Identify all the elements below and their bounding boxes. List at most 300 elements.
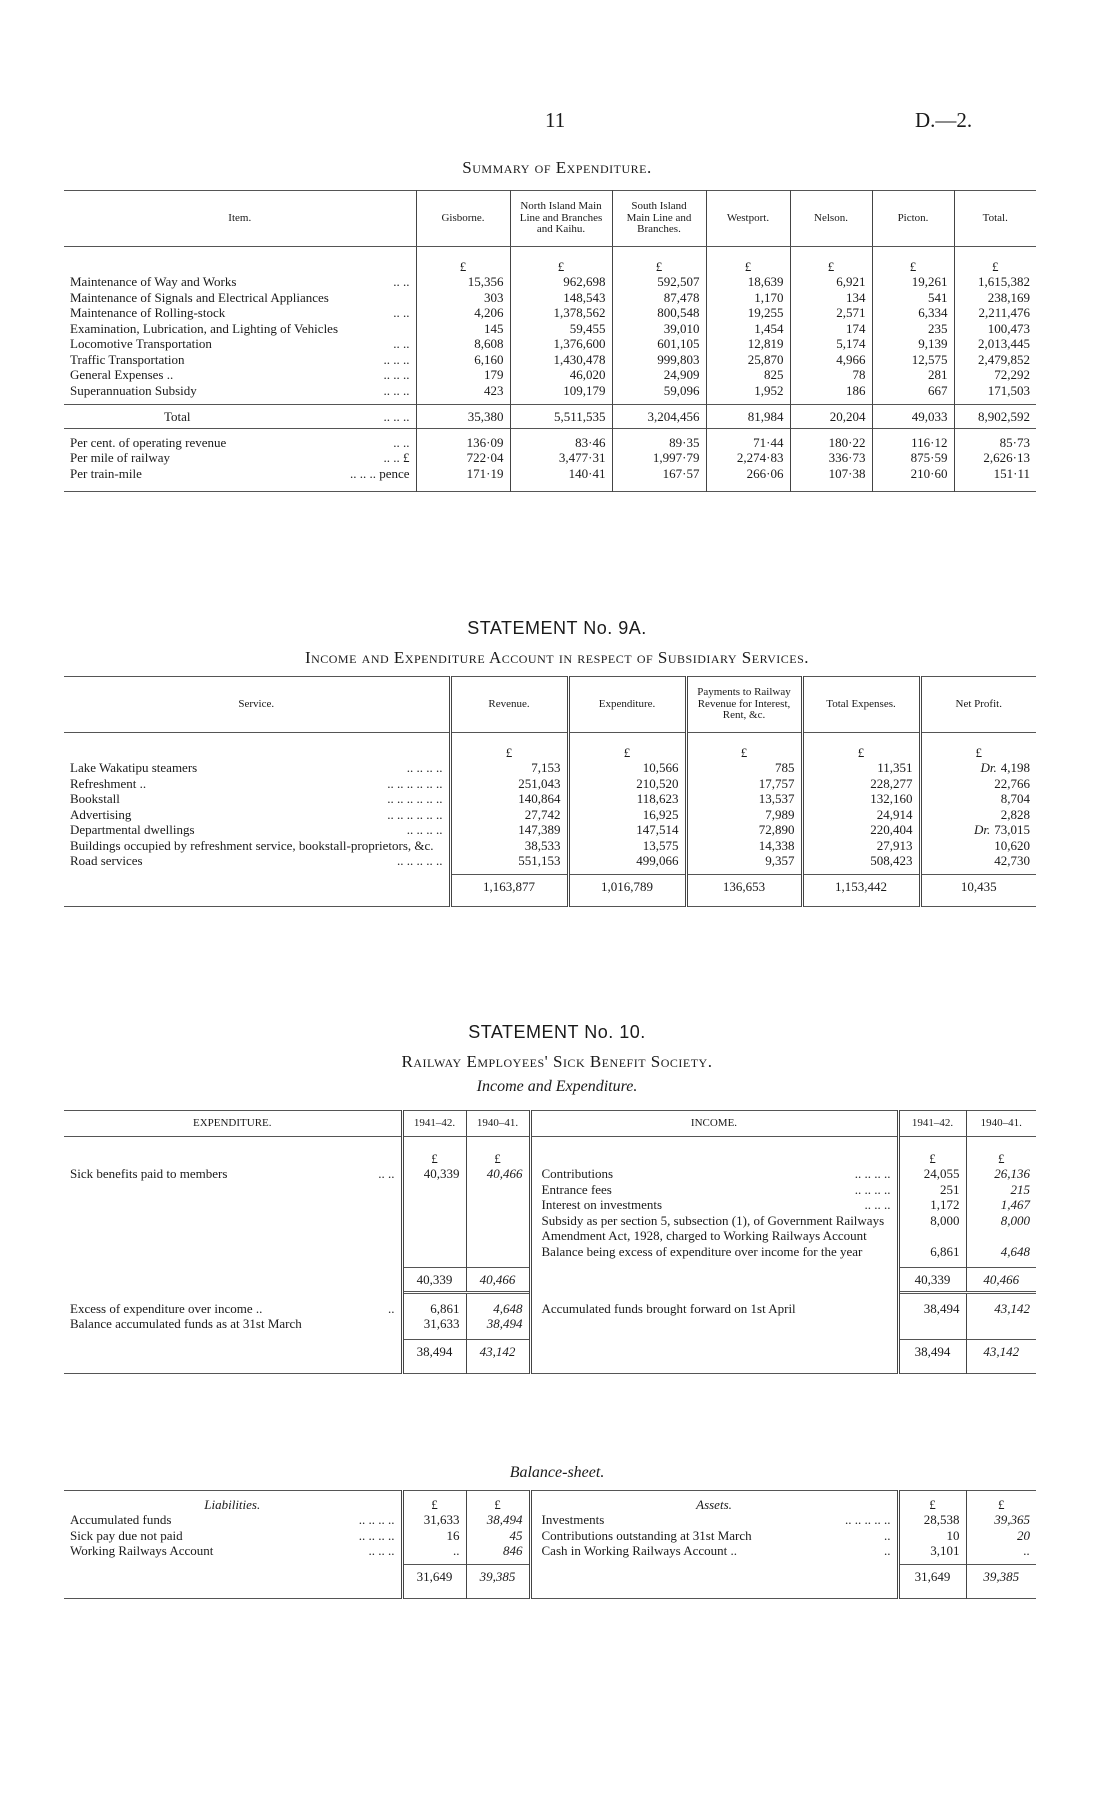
row-label-text: Interest on investments [541,1197,663,1212]
cell-value: 423 [416,383,510,399]
leader-dots: .. .. .. .. .. .. [387,791,443,806]
value-text: 14,338 [758,837,795,853]
row-label [64,776,450,792]
leader-dots: .. .. £ [383,450,410,465]
cell-value [568,853,686,869]
row-label-text: Lake Wakatipu steamers [70,760,198,775]
row-label-text: Excess of expenditure over income .. [70,1300,263,1316]
total-inc-1940: 40,466 [966,1267,1036,1293]
cell-value [686,791,802,807]
cell-value: 281 [872,367,954,383]
value-text: 9,357 [765,853,795,868]
row-label [64,1316,402,1332]
row-label [64,383,416,399]
row-label [64,336,416,352]
liab-value-1941: 31,633 [402,1512,466,1528]
total-spacer [64,1340,402,1364]
spacer-cell [872,481,954,491]
cell-value: 8,608 [416,336,510,352]
total-exp-1941: 40,339 [402,1267,466,1293]
spacer-row [64,733,1036,745]
row-label-text: Maintenance of Signals and Electrical Appliances [70,289,329,305]
total-value: 1,153,442 [802,875,920,899]
asset-value-1940: 20 [966,1528,1036,1544]
col-header-expenditure: Expenditure. [568,677,686,733]
spacer-cell [416,481,510,491]
spacer-cell [802,899,920,907]
leader-dots: .. .. [393,434,410,450]
empty-cell [466,1213,530,1244]
row-label-text: Refreshment .. [70,775,147,791]
table-row [64,1182,1036,1198]
spacer-cell [954,481,1036,491]
cell-value: 1,376,600 [510,336,612,352]
value-text: 4,198 [1000,760,1030,775]
value-text: 42,730 [994,853,1030,868]
value-text: 140,864 [518,791,561,806]
table-row [64,791,1036,807]
value-text: 7,153 [531,760,561,775]
cell-value [568,791,686,807]
unit-label: £ [416,259,510,275]
row-label [64,367,416,383]
row-label-text: Maintenance of Way and Works [70,274,237,289]
spacer-row [64,1259,1036,1267]
total-spacer [530,1267,898,1293]
leader-dots: .. .. .. [864,1197,891,1212]
spacer-cell [920,899,1036,907]
row-label [64,450,416,466]
row-label [530,1528,898,1544]
cell-value [450,838,568,854]
spacer-cell [898,1364,966,1374]
value-text: 17,757 [758,775,795,791]
spacer-cell [402,1589,466,1599]
asset-value-1941: 3,101 [898,1543,966,1559]
empty-cell [64,1244,402,1260]
cell-value [802,760,920,776]
table-row [64,776,1036,792]
leader-dots: .. .. .. [383,408,410,424]
cell-value: 6,334 [872,305,954,321]
spacer-row [64,481,1036,491]
row-label [64,807,450,823]
units-spacer [64,745,450,761]
row-label [530,1512,898,1528]
ratio-value: 336·73 [790,450,872,466]
spacer-cell [64,899,450,907]
cell-value: 303 [416,290,510,306]
spacer-cell [466,1589,530,1599]
ratio-value: 2,626·13 [954,450,1036,466]
table-row [64,760,1036,776]
spacer-cell [612,247,706,259]
cell-value: 12,819 [706,336,790,352]
cell-value [686,776,802,792]
cell-value: 962,698 [510,274,612,290]
subtotal-row [64,1267,1036,1293]
spacer-cell [530,1293,898,1301]
empty-cell [402,1244,466,1260]
table-row [64,1213,1036,1244]
inc-value-1940: 4,648 [966,1244,1036,1260]
row-label-text: Traffic Transportation [70,351,185,367]
ratio-value: 136·09 [416,435,510,451]
cell-value: 186 [790,383,872,399]
row-label-text: Superannuation Subsidy [70,382,197,398]
cell-value [686,760,802,776]
empty-cell [898,1316,966,1332]
cell-value: 59,096 [612,383,706,399]
spacer-cell [416,247,510,259]
spacer-row [64,1137,1036,1151]
exp-value-1940: 4,648 [466,1301,530,1317]
total-value: 1,016,789 [568,875,686,899]
row-label-text: Advertising [70,806,132,822]
spacer-cell [64,1364,402,1374]
row-label [64,838,450,854]
cell-value: 1,454 [706,321,790,337]
spacer-cell [64,481,416,491]
liab-value-1941: .. [402,1543,466,1559]
unit-label: £ [612,259,706,275]
unit-label: £ [920,745,1036,761]
value-text: 785 [775,760,795,775]
cell-value [920,791,1036,807]
spacer-cell [466,1137,530,1151]
row-label-text: Subsidy as per section 5, subsection (1), of Government Railways Amendment Act, 1928, charged to Working Railways Account [541,1212,885,1243]
unit-label: £ [706,259,790,275]
empty-cell [64,1213,402,1244]
spacer-cell [898,1259,966,1267]
ratio-row [64,466,1036,482]
cell-value [450,776,568,792]
cell-value: 59,455 [510,321,612,337]
spacer-cell [966,1259,1036,1267]
cell-value: 134 [790,290,872,306]
row-label [64,274,416,290]
table-row [64,853,1036,869]
table-row [64,1543,1036,1559]
inc-value-1941: 8,000 [898,1213,966,1244]
cell-value: 171,503 [954,383,1036,399]
spacer-cell [402,1364,466,1374]
leader-dots: .. [884,1543,891,1558]
cell-value: 2,013,445 [954,336,1036,352]
value-text: 10,566 [642,760,679,775]
header-row [64,1497,1036,1513]
leader-dots: .. .. [393,274,410,289]
row-label-text: Investments [541,1512,605,1527]
table-row [64,807,1036,823]
col-header-gisborne: Gisborne. [416,191,510,247]
row-label-text: General Expenses .. [70,367,174,382]
spacer-cell [64,247,416,259]
cell-value: 87,478 [612,290,706,306]
row-label [64,1512,402,1528]
cell-value: 6,160 [416,352,510,368]
row-label-text: Working Railways Account [70,1543,214,1558]
inc-value-1940: 43,142 [966,1301,1036,1317]
row-label-text: Sick pay due not paid [70,1527,183,1543]
table-row [64,290,1036,306]
total-liab-1941: 31,649 [402,1565,466,1589]
table-row [64,1512,1036,1528]
row-label [64,760,450,776]
ratio-value: 167·57 [612,466,706,482]
spacer-cell [898,1589,966,1599]
total-value: 20,204 [790,404,872,429]
empty-cell [402,1197,466,1213]
value-text: 551,153 [518,853,561,868]
empty-cell [466,1182,530,1198]
balance-sheet-title: Balance-sheet. [509,1464,605,1481]
value-text: 499,066 [636,853,679,868]
row-label-text: Per train-mile [70,465,142,481]
page-number: 11 [545,108,566,132]
spacer-cell [466,1332,530,1340]
cell-value [920,853,1036,869]
unit-label: £ [402,1151,466,1167]
ratio-value: 107·38 [790,466,872,482]
inc-value-1940: 1,467 [966,1197,1036,1213]
cell-value: 4,966 [790,352,872,368]
cell-value: 235 [872,321,954,337]
ratio-value: 3,477·31 [510,450,612,466]
cell-value [686,838,802,854]
row-label-text: Maintenance of Rolling-stock [70,305,226,320]
cell-value: 238,169 [954,290,1036,306]
spacer-cell [966,1364,1036,1374]
cell-value: 667 [872,383,954,399]
spacer-cell [790,247,872,259]
col-header-item: Item. [64,191,416,247]
cell-value: 18,639 [706,274,790,290]
cell-value: 800,548 [612,305,706,321]
value-text: 8,704 [1000,791,1030,806]
cell-value: 46,020 [510,367,612,383]
cell-value: 72,292 [954,367,1036,383]
value-text: 228,277 [870,775,913,791]
spacer-cell [530,1137,898,1151]
total-value: 1,163,877 [450,875,568,899]
value-text: 38,533 [524,837,561,853]
units-row [64,745,1036,761]
row-label [64,1528,402,1544]
statement-9a-table [64,676,1036,907]
cell-value: 2,479,852 [954,352,1036,368]
ratio-row [64,435,1036,451]
empty-cell [966,1316,1036,1332]
asset-value-1940: 39,365 [966,1512,1036,1528]
table-row [64,1528,1036,1544]
liab-value-1940: 45 [466,1528,530,1544]
row-label [64,321,416,337]
total-value: 5,511,535 [510,404,612,429]
total-value: 81,984 [706,404,790,429]
cell-value: 39,010 [612,321,706,337]
spacer-cell [402,1259,466,1267]
leader-dots: .. .. .. .. .. [397,853,443,868]
total-spacer [530,1565,898,1589]
row-label [64,791,450,807]
row-label-text: Per mile of railway [70,450,170,465]
spacer-row [64,899,1036,907]
leader-dots: .. .. .. [383,367,410,382]
spacer-cell [402,1137,466,1151]
spacer-cell [954,247,1036,259]
cell-value: 1,952 [706,383,790,399]
unit-label: £ [898,1497,966,1513]
exp-value-1941: 31,633 [402,1316,466,1332]
total-spacer [64,1267,402,1293]
value-text: 2,828 [1000,806,1030,822]
spacer-cell [64,1293,402,1301]
leader-dots: .. .. .. [383,351,410,367]
row-label-text: Sick benefits paid to members [70,1166,228,1181]
row-label [64,1543,402,1559]
inc-value-1941: 251 [898,1182,966,1198]
row-label [64,290,416,306]
cell-value [920,760,1036,776]
col-header-income-side: INCOME. [530,1111,898,1137]
col-header-inc-1941: 1941–42. [898,1111,966,1137]
cell-value: 2,571 [790,305,872,321]
value-text: 22,766 [994,775,1030,791]
total-value: 3,204,456 [612,404,706,429]
value-text: 508,423 [870,853,913,868]
total-value: 136,653 [686,875,802,899]
spacer-cell [64,1137,402,1151]
statement-10-table [64,1110,1036,1374]
grand-total-row [64,1340,1036,1364]
cell-value: 601,105 [612,336,706,352]
row-label-text: Examination, Lubrication, and Lighting of Vehicles [70,320,339,336]
inc-value-1941: 1,172 [898,1197,966,1213]
statement-9a-title: Income and Expenditure Account in respect of Subsidiary Services. [304,648,810,667]
cell-value [802,853,920,869]
spacer-cell [898,1293,966,1301]
unit-label: £ [466,1497,530,1513]
cell-value: 999,803 [612,352,706,368]
table-row [64,367,1036,383]
unit-label: £ [966,1151,1036,1167]
spacer-cell [530,1364,898,1374]
row-label [64,305,416,321]
col-header-nelson: Nelson. [790,191,872,247]
cell-value [568,822,686,838]
col-header-south-island: South Island Main Line and Branches. [612,191,706,247]
liab-value-1941: 16 [402,1528,466,1544]
total-exp-1941: 38,494 [402,1340,466,1364]
total-row [64,404,1036,429]
value-text: 13,537 [758,791,795,806]
cell-value: 148,543 [510,290,612,306]
cell-value [802,776,920,792]
spacer-cell [64,1259,402,1267]
spacer-row [64,247,1036,259]
spacer-row [64,1332,1036,1340]
row-label-text: Cash in Working Railways Account .. [541,1543,738,1558]
spacer-cell [64,1589,402,1599]
col-header-expenditure-side: EXPENDITURE. [64,1111,402,1137]
leader-dots: .. .. .. .. .. [845,1512,891,1527]
units-spacer [64,259,416,275]
cell-value [686,853,802,869]
table-row [64,1166,1036,1182]
row-label-text: Per cent. of operating revenue [70,434,227,450]
page-reference: D.—2. [915,108,973,132]
inc-value-1941: 24,055 [898,1166,966,1182]
total-asset-1941: 31,649 [898,1565,966,1589]
ratio-value: 140·41 [510,466,612,482]
value-text: 251,043 [518,775,561,791]
liabilities-label: Liabilities. [204,1496,261,1512]
spacer-cell [402,1293,466,1301]
table-row [64,336,1036,352]
leader-dots: .. [884,1527,891,1543]
cell-value: 9,139 [872,336,954,352]
empty-cell [402,1182,466,1198]
cell-value: 24,909 [612,367,706,383]
spacer-cell [966,1293,1036,1301]
total-inc-1941: 40,339 [898,1267,966,1293]
row-label [530,1197,898,1213]
spacer-cell [466,1259,530,1267]
value-text: 73,015 [994,822,1030,837]
leader-dots: .. .. [393,305,410,320]
cell-value: 174 [790,321,872,337]
ratio-value: 210·60 [872,466,954,482]
row-label [64,435,416,451]
cell-value: 4,206 [416,305,510,321]
spacer-cell [966,1332,1036,1340]
ratio-value: 171·19 [416,466,510,482]
cell-value [450,760,568,776]
value-text: 118,623 [636,791,679,806]
cell-value: 1,170 [706,290,790,306]
leader-dots: .. .. .. .. [406,760,443,775]
empty-cell [466,1197,530,1213]
units-row [64,1151,1036,1167]
col-header-revenue: Revenue. [450,677,568,733]
spacer-cell [568,733,686,745]
statement-10-subtitle: Income and Expenditure. [476,1078,638,1095]
col-header-exp-1941: 1941–42. [402,1111,466,1137]
leader-dots: .. .. .. .. [406,822,443,837]
ratio-value: 180·22 [790,435,872,451]
row-label [64,853,450,869]
unit-label: £ [954,259,1036,275]
cell-value: 19,255 [706,305,790,321]
table-row [64,1244,1036,1260]
col-header-westport: Westport. [706,191,790,247]
value-text: 210,520 [636,775,679,791]
cell-value: 1,615,382 [954,274,1036,290]
row-label-text: Balance accumulated funds as at 31st March [70,1316,302,1331]
total-exp-1940: 40,466 [466,1267,530,1293]
cell-value [920,776,1036,792]
unit-label: £ [872,259,954,275]
statement-10-title: Railway Employees' Sick Benefit Society. [401,1052,713,1071]
leader-dots: .. .. .. pence [349,465,410,481]
col-header-total: Total. [954,191,1036,247]
row-label [530,1166,898,1182]
leader-dots: .. .. .. .. [854,1166,891,1181]
cell-value: 592,507 [612,274,706,290]
value-text: 13,575 [642,837,679,853]
total-row [64,1565,1036,1589]
